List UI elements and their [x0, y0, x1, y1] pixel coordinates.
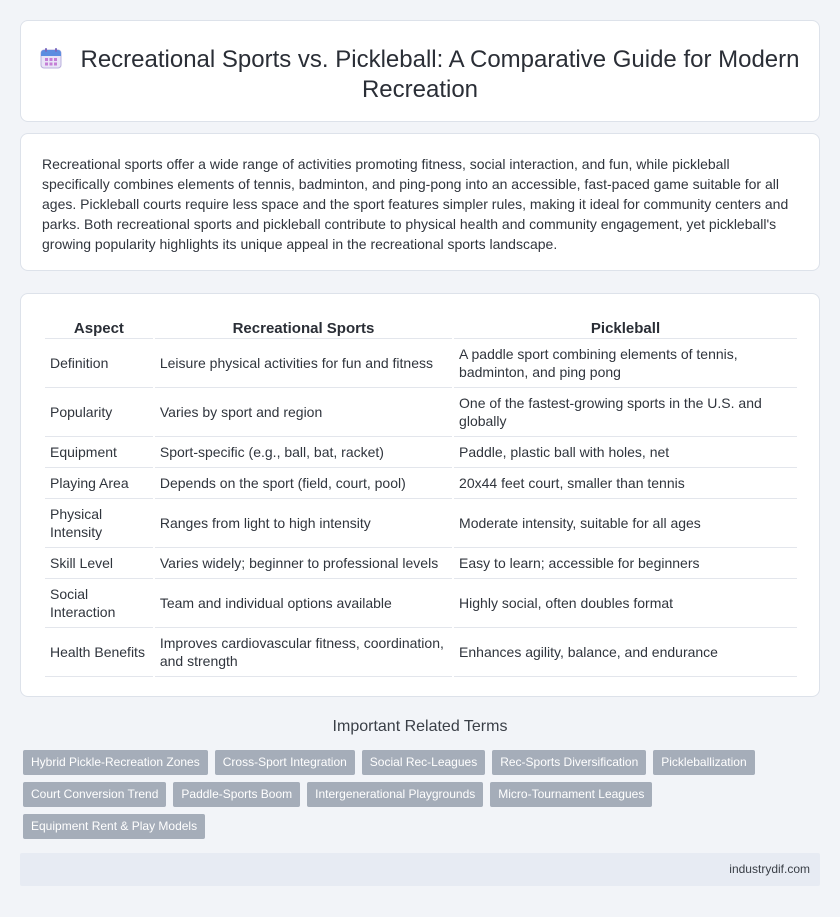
- pickleball-cell: Enhances agility, balance, and endurance: [454, 628, 797, 677]
- recreational-cell: Ranges from light to high intensity: [155, 499, 452, 548]
- pickleball-cell: Paddle, plastic ball with holes, net: [454, 437, 797, 468]
- page-title: Recreational Sports vs. Pickleball: A Comparative Guide for Modern Recreation: [80, 46, 800, 103]
- calendar-icon: [40, 47, 62, 69]
- recreational-cell: Team and individual options available: [155, 579, 452, 628]
- pickleball-cell: A paddle sport combining elements of tennis, badminton, and ping pong: [454, 339, 797, 388]
- related-terms-title: Important Related Terms: [332, 718, 508, 735]
- pickleball-cell: Highly social, often doubles format: [454, 579, 797, 628]
- intro-paragraph: Recreational sports offer a wide range of activities promoting fitness, social interaction, and fun, while pickleball specifically combines elements of tennis, badminton, and ping-pong into an accessible, fast-paced game suitable for all ages. Pickleball courts require less space and the sport features simpler rules, making it ideal for community centers and parks. Both recreational sports and pickleball contribute to physical health and community engagement, yet pickleball's growing popularity highlights its unique appeal in the recreational sports landscape.: [42, 156, 789, 252]
- aspect-cell: Health Benefits: [45, 628, 153, 677]
- related-term-tag[interactable]: Intergenerational Playgrounds: [307, 782, 483, 807]
- related-term-tag[interactable]: Hybrid Pickle-Recreation Zones: [23, 750, 208, 775]
- footer: [20, 853, 820, 886]
- aspect-cell: Equipment: [45, 437, 153, 468]
- header-card: [20, 20, 820, 122]
- aspect-cell: Playing Area: [45, 468, 153, 499]
- pickleball-cell: Easy to learn; accessible for beginners: [454, 548, 797, 579]
- aspect-cell: Definition: [45, 339, 153, 388]
- header-pickleball: Pickleball: [454, 314, 797, 339]
- table-row: [45, 339, 797, 388]
- table-row: [45, 388, 797, 437]
- related-term-tag[interactable]: Rec-Sports Diversification: [492, 750, 646, 775]
- related-term-tag[interactable]: Pickleballization: [653, 750, 754, 775]
- related-term-tag[interactable]: Paddle-Sports Boom: [173, 782, 300, 807]
- comparison-table: [43, 314, 799, 677]
- table-row: [45, 628, 797, 677]
- related-term-tag[interactable]: Micro-Tournament Leagues: [490, 782, 652, 807]
- table-row: [45, 499, 797, 548]
- related-term-tag[interactable]: Equipment Rent & Play Models: [23, 814, 205, 839]
- related-term-tag[interactable]: Cross-Sport Integration: [215, 750, 355, 775]
- recreational-cell: Depends on the sport (field, court, pool): [155, 468, 452, 499]
- aspect-cell: Social Interaction: [45, 579, 153, 628]
- table-row: [45, 579, 797, 628]
- comparison-table-card: [20, 293, 820, 697]
- related-term-tag[interactable]: Court Conversion Trend: [23, 782, 166, 807]
- recreational-cell: Varies by sport and region: [155, 388, 452, 437]
- related-term-tag[interactable]: Social Rec-Leagues: [362, 750, 485, 775]
- pickleball-cell: Moderate intensity, suitable for all ages: [454, 499, 797, 548]
- aspect-cell: Physical Intensity: [45, 499, 153, 548]
- recreational-cell: Leisure physical activities for fun and fitness: [155, 339, 452, 388]
- recreational-cell: Varies widely; beginner to professional levels: [155, 548, 452, 579]
- footer-site-link[interactable]: industrydif.com: [729, 862, 810, 876]
- pickleball-cell: 20x44 feet court, smaller than tennis: [454, 468, 797, 499]
- aspect-cell: Skill Level: [45, 548, 153, 579]
- recreational-cell: Sport-specific (e.g., ball, bat, racket): [155, 437, 452, 468]
- aspect-cell: Popularity: [45, 388, 153, 437]
- table-row: [45, 468, 797, 499]
- recreational-cell: Improves cardiovascular fitness, coordination, and strength: [155, 628, 452, 677]
- intro-card: [20, 133, 820, 271]
- header-recreational-sports: Recreational Sports: [155, 314, 452, 339]
- pickleball-cell: One of the fastest-growing sports in the U.S. and globally: [454, 388, 797, 437]
- header-aspect: Aspect: [45, 314, 153, 339]
- page-title-wrap: [21, 45, 819, 105]
- table-row: [45, 548, 797, 579]
- related-terms-tags: [23, 750, 783, 846]
- table-row: [45, 437, 797, 468]
